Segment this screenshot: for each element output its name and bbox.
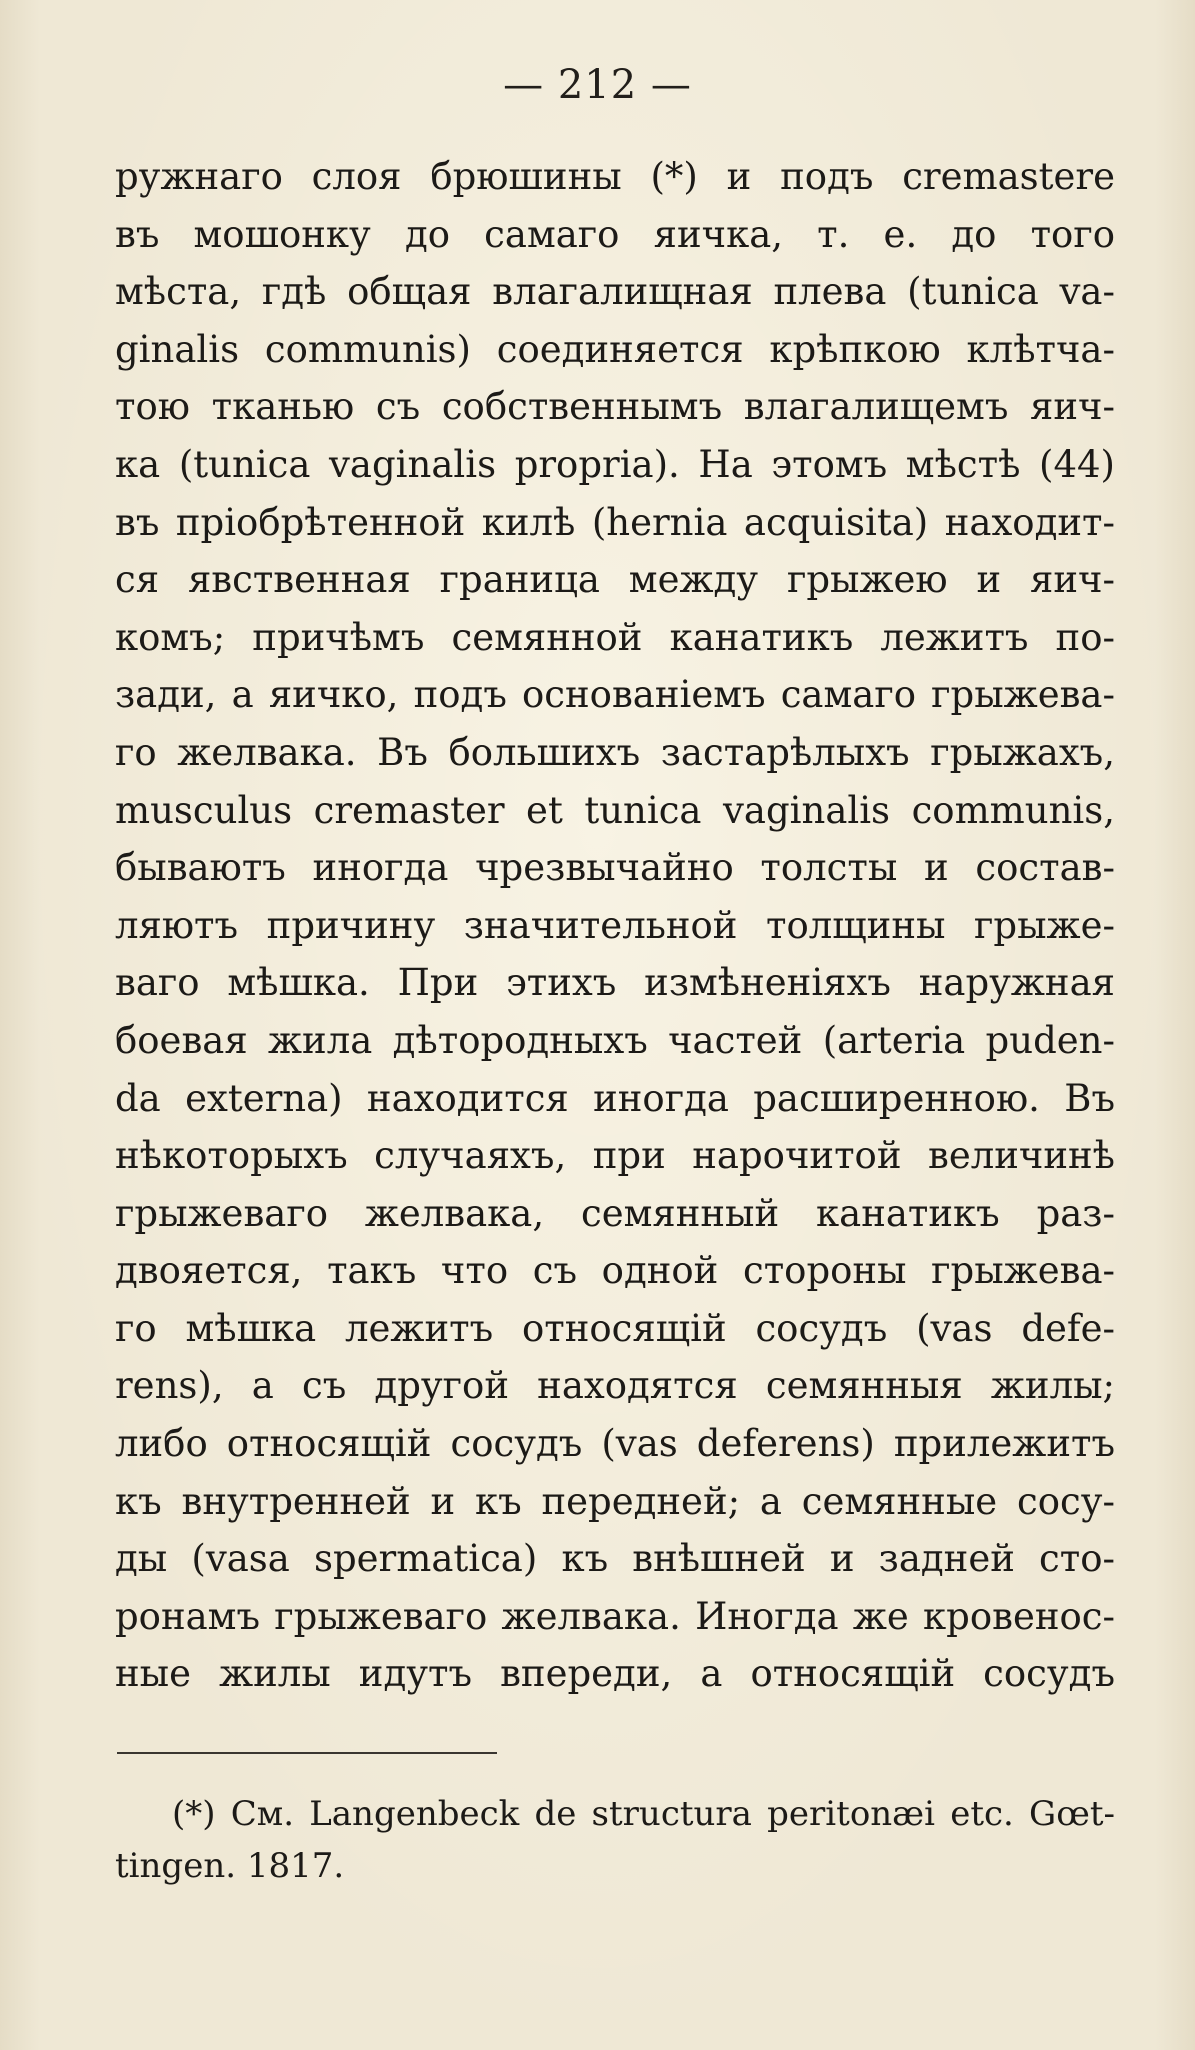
text-line: зади, а яичко, подъ основаніемъ самаго грыжева-	[115, 673, 1115, 717]
text-line: musculus cremaster et tunica vaginalis communis,	[115, 788, 1115, 832]
text-line: ды (vasa spermatica) къ внѣшней и задней сто-	[115, 1537, 1115, 1581]
text-line: ся явственная граница между грыжею и яич-	[115, 558, 1115, 602]
text-line: къ внутренней и къ передней; а семянные сосу-	[115, 1479, 1115, 1523]
text-line: тою тканью съ собственнымъ влагалищемъ яич-	[115, 385, 1115, 429]
text-line: грыжеваго желвака, семянный канатикъ раз-	[115, 1191, 1115, 1235]
text-line: ные жилы идутъ впереди, а относящій сосудъ	[115, 1652, 1115, 1696]
footnote-divider	[117, 1752, 497, 1754]
text-line: ружнаго слоя брюшины (*) и подъ cremastere	[115, 155, 1115, 198]
body-text	[115, 148, 1115, 1703]
text-line: мѣста, гдѣ общая влагалищная плева (tunica va-	[115, 270, 1115, 314]
text-line: бываютъ иногда чрезвычайно толсты и состав-	[115, 846, 1115, 890]
text-line: da externa) находится иногда расширенною. Въ	[115, 1076, 1115, 1120]
text-line: го мѣшка лежитъ относящій сосудъ (vas defe-	[115, 1306, 1115, 1350]
text-line: боевая жила дѣтородныхъ частей (arteria puden-	[115, 1018, 1115, 1062]
footnote	[115, 1788, 1115, 1892]
text-line: въ мошонку до самаго яичка, т. е. до того	[115, 212, 1115, 256]
text-line: двояется, такъ что съ одной стороны грыжева-	[115, 1249, 1115, 1293]
text-line: ginalis communis) соединяется крѣпкою клѣтча-	[115, 327, 1115, 371]
page-number: — 212 —	[503, 62, 692, 108]
text-line: комъ; причѣмъ семянной канатикъ лежитъ по-	[115, 615, 1115, 659]
text-line: ваго мѣшка. При этихъ измѣненіяхъ наружная	[115, 961, 1115, 1005]
footnote-line: tingen. 1817.	[115, 1846, 345, 1886]
text-line: либо относящій сосудъ (vas deferens) прилежитъ	[115, 1422, 1115, 1466]
text-line: нѣкоторыхъ случаяхъ, при нарочитой величинѣ	[115, 1134, 1115, 1178]
footnote-line: (*) См. Langenbeck de structura peritonæi etc. Gœt-	[172, 1794, 1115, 1834]
text-line: rens), а съ другой находятся семянныя жилы;	[115, 1364, 1115, 1408]
text-line: въ пріобрѣтенной килѣ (hernia acquisita) находит-	[115, 500, 1115, 544]
text-line: ронамъ грыжеваго желвака. Иногда же кровенос-	[115, 1594, 1115, 1638]
text-line: ка (tunica vaginalis propria). На этомъ мѣстѣ (44)	[115, 442, 1115, 486]
text-line: ляютъ причину значительной толщины грыже-	[115, 903, 1115, 947]
text-line: го желвака. Въ большихъ застарѣлыхъ грыжахъ,	[115, 730, 1115, 774]
